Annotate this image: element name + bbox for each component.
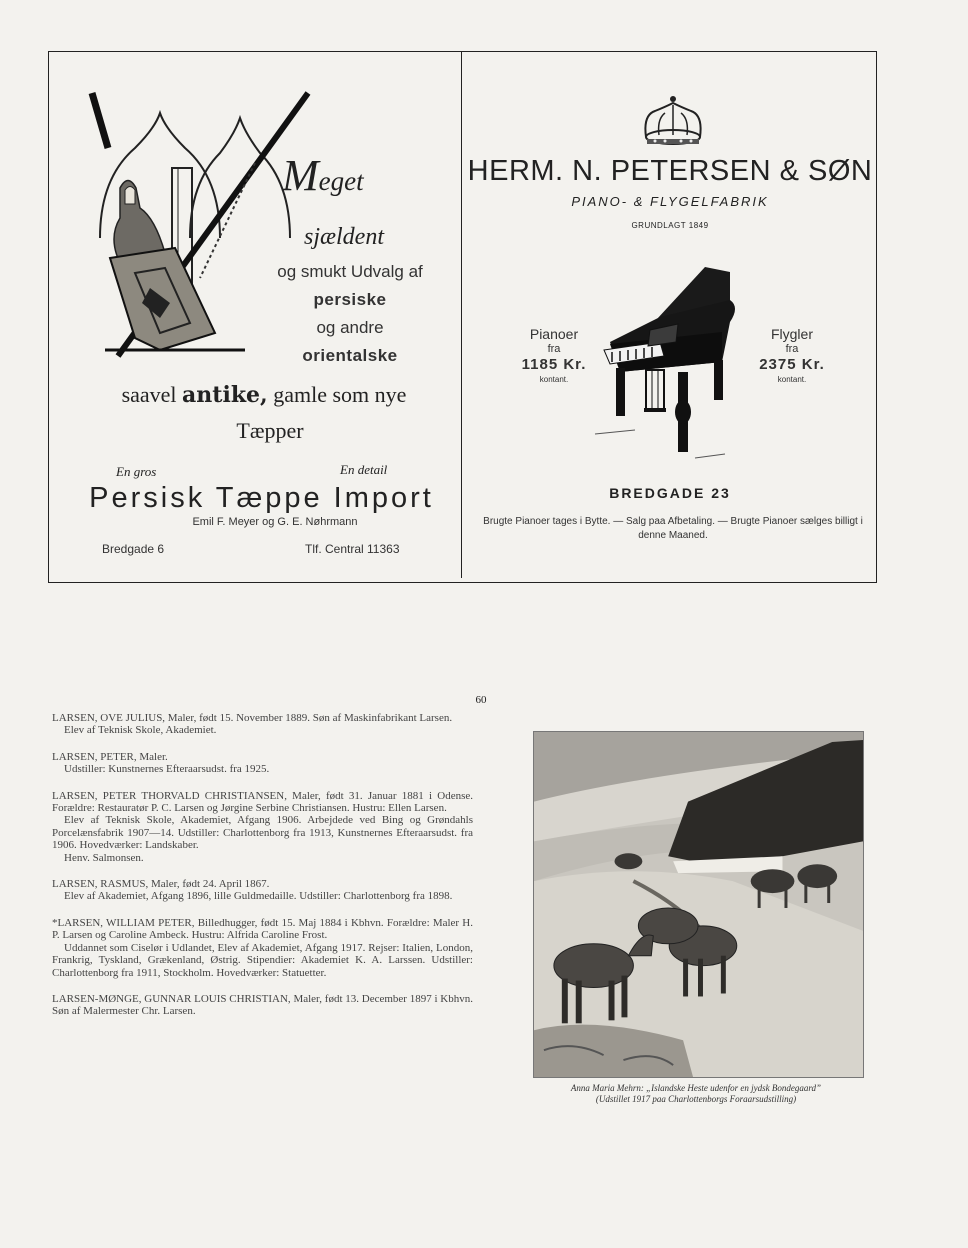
page-number: 60 [475,694,487,706]
firm-owners: Emil F. Meyer og G. E. Nøhrmann [192,516,358,528]
firm-name: Persisk Tæppe Import [89,482,434,514]
grand-from: fra [785,343,799,355]
bio-entry [52,878,473,903]
manufacturer-name: HERM. N. PETERSEN & SØN [467,155,873,187]
grand-price: 2375 Kr. [759,356,825,373]
piano-price: 1185 Kr. [521,356,587,373]
headline-sjaeldent: sjældent [303,224,384,250]
used-pianos-notice: Brugte Pianoer tages i Bytte. — Salg paa Afbetaling. — Brugte Pianoer sælges billigt i denne Maaned. [483,516,863,541]
line-antike [84,382,444,408]
painting-icelandic-horses [533,731,864,1078]
bio-entry [52,917,473,979]
line-orientalske: orientalske [302,346,398,365]
saavel-word: saavel [121,382,177,407]
bio-entry-head: *LARSEN, WILLIAM PETER, Billedhugger, født 15. Maj 1884 i Kbhvn. Forældre: Maler H. P. Larsen og Caroline Ambeck. Hustru: Alfrida Caroline Frost. [52,916,473,942]
headline-rest: eget [318,166,364,196]
crown-icon [635,93,711,149]
grand-cash: kontant. [777,375,807,384]
gamle-words: gamle som nye [273,382,407,407]
bio-entry-detail: Henv. Salmonsen. [64,851,144,864]
piano-from: fra [547,343,561,355]
biography-column [52,712,473,1032]
piano-price-box [504,326,604,386]
caption-title: Anna Maria Mehrn: „Islandske Heste udenfor en jydsk Bondegaard” [570,1083,822,1093]
bio-entry-detail: Uddannet som Ciselør i Udlandet, Elev af Akademiet, Afgang 1917. Rejser: Italien, London, Frankrig, Tyskland, Grækenland, Østrig. Stipendier: Akademiet K. A. Larssen. Udstiller: Charlottenborg fra 1911, Stockholm. Hovedværker: Statuetter. [52,941,473,979]
bio-entry-detail: Elev af Teknisk Skole, Akademiet. [64,724,217,737]
bio-entry [52,712,473,737]
en-detail-label: En detail [340,462,388,477]
advertisement-divider [461,52,462,578]
grand-piano-illustration [590,262,750,467]
manufacturer-founded: GRUNDLAGT 1849 [631,221,709,230]
painting-caption [520,1083,872,1105]
firm-address: Bredgade 6 [102,542,165,556]
bio-entry-detail: Elev af Akademiet, Afgang 1896, lille Guldmedaille. Udstiller: Charlottenborg fra 1898. [64,890,453,903]
bio-entry [52,751,473,776]
bio-entry [52,993,473,1018]
manufacturer-subtitle: PIANO- & FLYGELFABRIK [571,194,769,209]
grand-piano-price-box [742,326,842,386]
firm-phone: Tlf. Central 11363 [305,542,400,556]
bio-entry-head: LARSEN, PETER, Maler. [52,750,168,763]
bio-entry-head: LARSEN, OVE JULIUS, Maler, født 15. November 1889. Søn af Maskinfabrikant Larsen. [52,712,453,724]
bio-entry [52,790,473,864]
line-og-andre: og andre [316,318,384,337]
piano-label: Pianoer [529,326,579,342]
headline-meget [282,150,442,201]
line-persiske: persiske [313,290,387,309]
bio-entry-head: LARSEN, PETER THORVALD CHRISTIANSEN, Maler, født 31. Januar 1881 i Odense. Forældre: Restauratør P. C. Larsen og Jørgine Serbine Christiansen. Hustru: Ellen Larsen. [52,789,473,815]
line-udvalg: og smukt Udvalg af [277,262,423,281]
headline-initial: M [282,151,319,200]
piano-cash: kontant. [539,375,569,384]
caption-exhibition: (Udstillet 1917 paa Charlottenborgs Foraarsudstilling) [595,1094,797,1104]
line-taepper: Tæpper [236,418,304,443]
bio-entry-detail: Elev af Teknisk Skole, Akademiet, Afgang 1906. Arbejdede ved Bing og Grøndahls Porcelænsfabrik 1907—14. Udstiller: Charlottenborg fra 1913, Kunstnernes Efteraarsudst. fra 1906. Hovedværker: Landskaber. [52,814,473,852]
grand-label: Flygler [770,326,813,342]
bio-entry-head: LARSEN, RASMUS, Maler, født 24. April 1867. [52,878,270,891]
manufacturer-address: BREDGADE 23 [609,485,731,501]
antike-word: antike, [182,382,268,408]
bio-entry-detail: Udstiller: Kunstnernes Efteraarsudst. fra 1925. [64,763,270,776]
en-gros-label: En gros [116,464,157,479]
bio-entry-head: LARSEN-MØNGE, GUNNAR LOUIS CHRISTIAN, Maler, født 13. December 1897 i Kbhvn. Søn af Malermester Chr. Larsen. [52,992,473,1018]
